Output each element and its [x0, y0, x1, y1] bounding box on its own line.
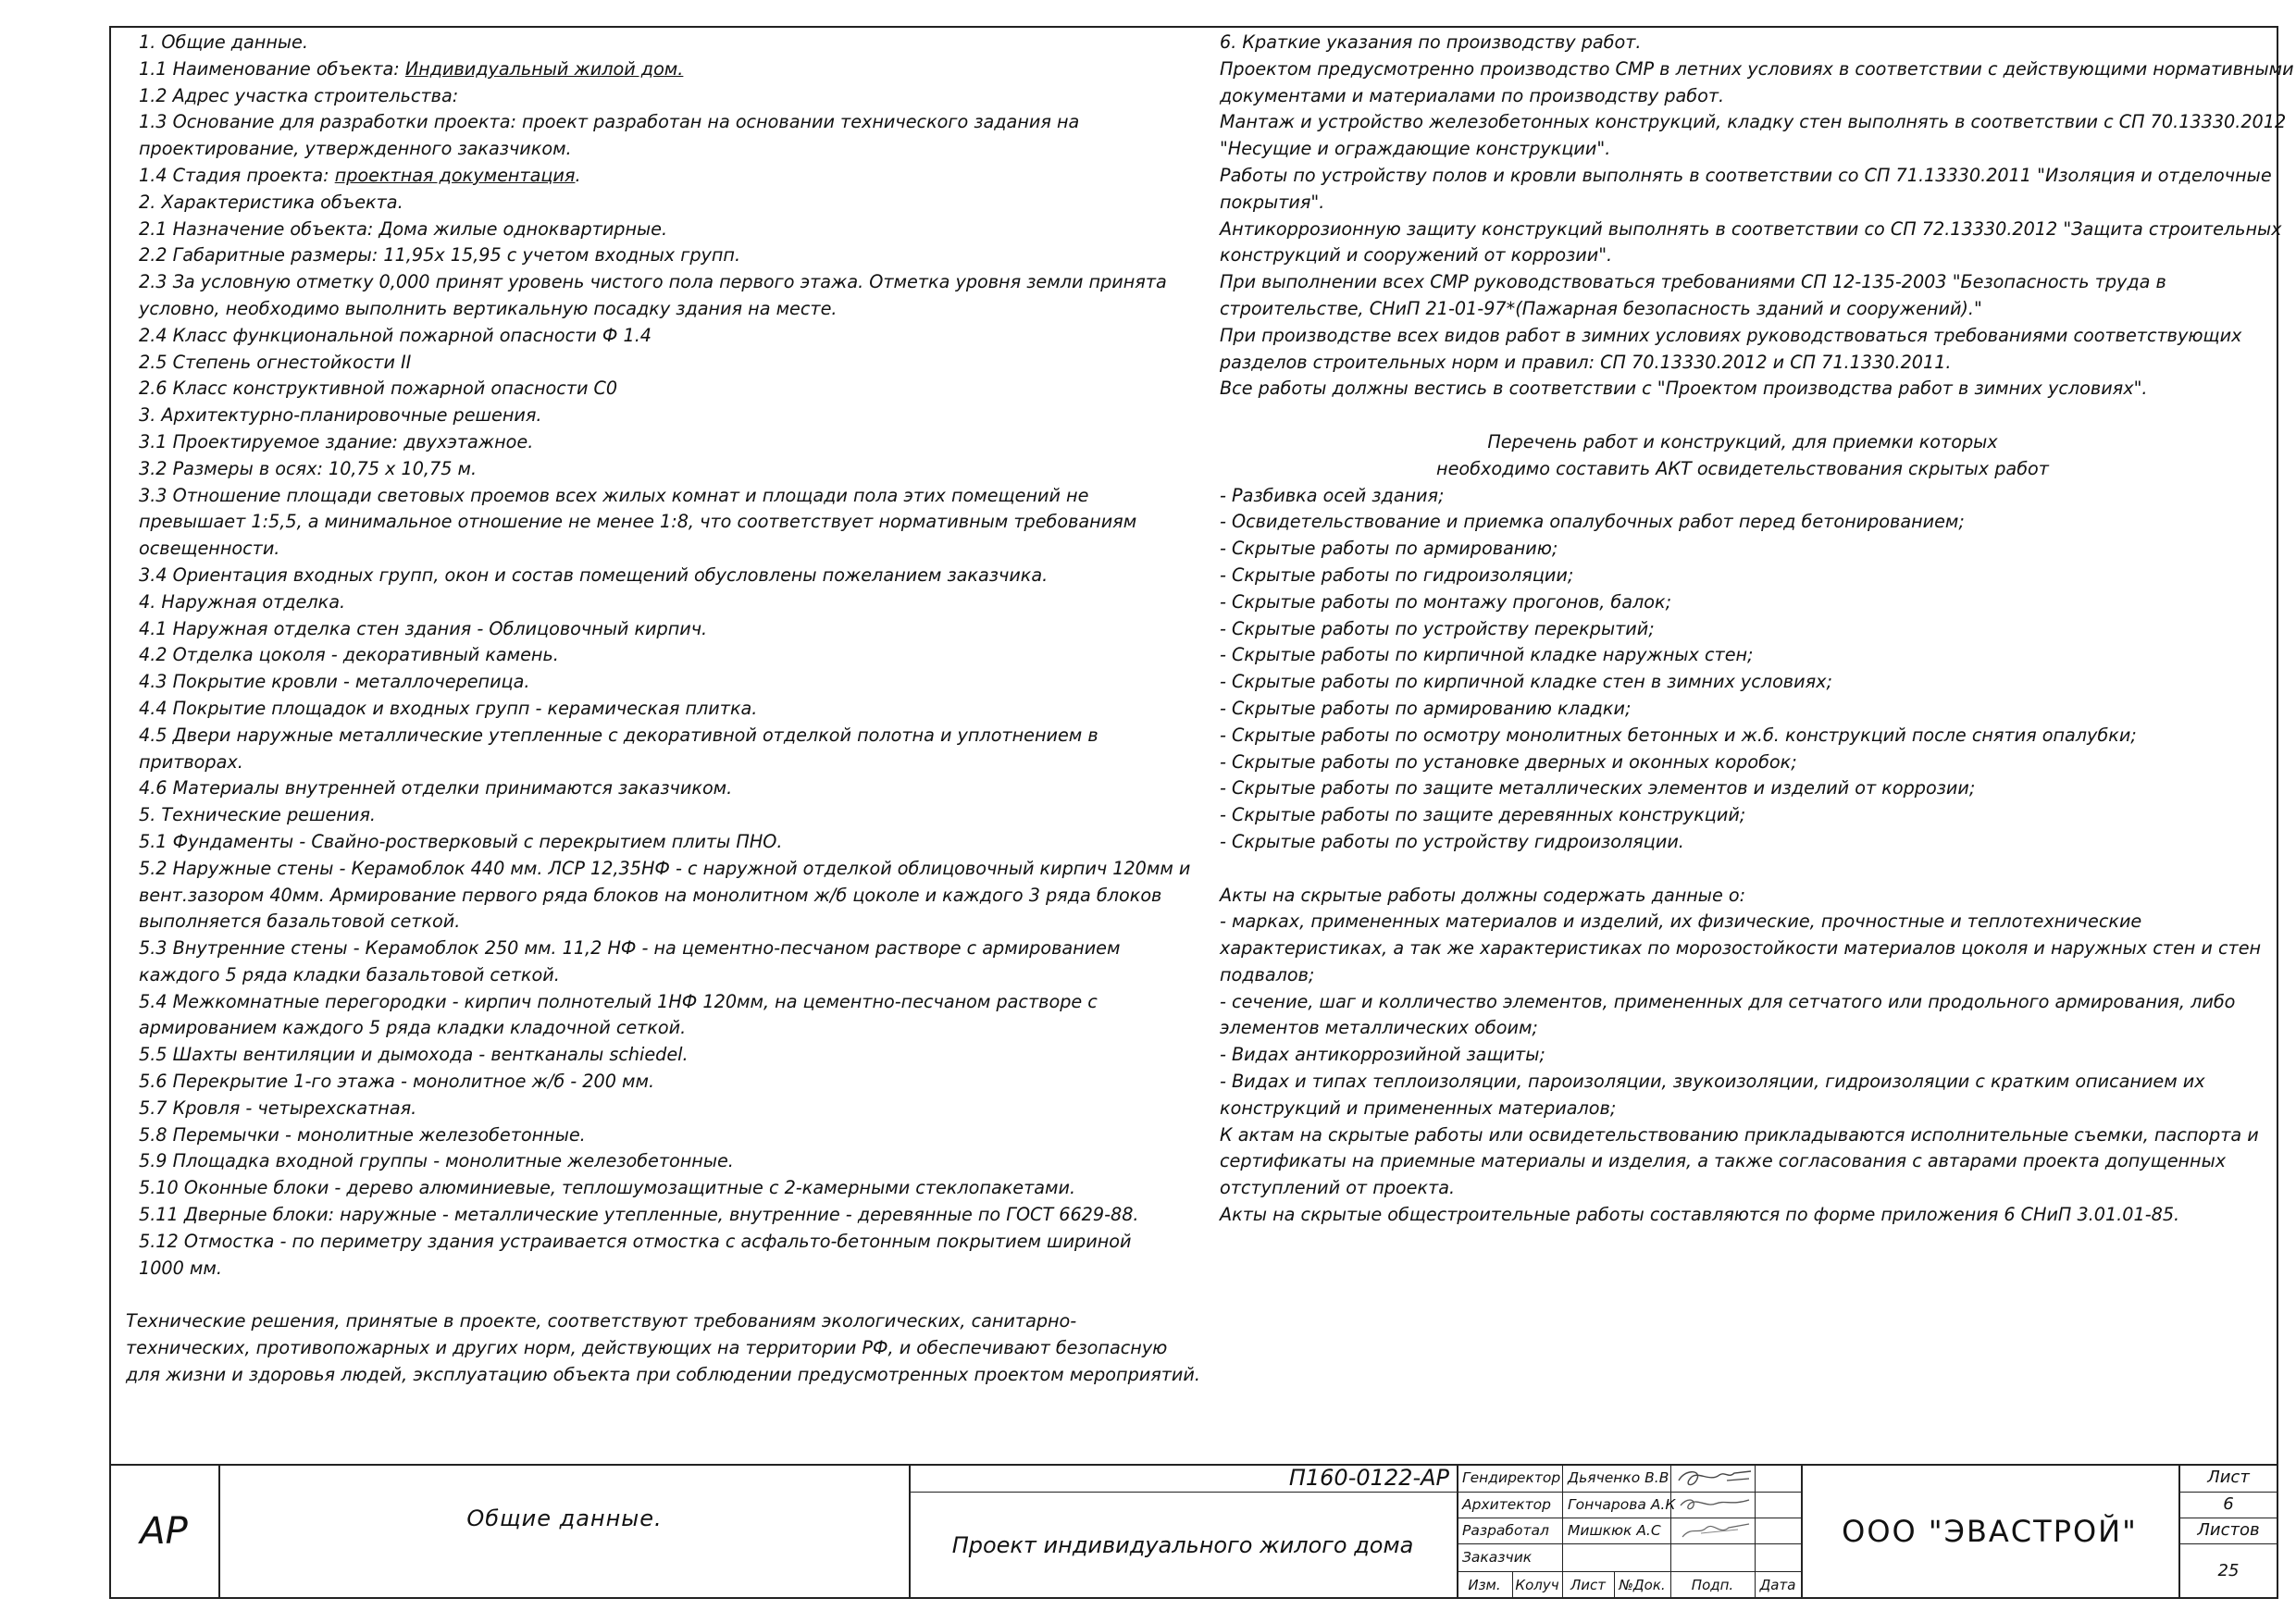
general-data-line: [139, 217, 1185, 243]
instructions-line: [1220, 616, 2265, 643]
text-run: - Видах антикоррозийной защиты;: [1220, 1044, 1545, 1066]
text-run: - Скрытые работы по установке дверных и оконных коробок;: [1220, 750, 1797, 773]
instructions-line: [1220, 536, 2265, 563]
text-run: проектирование, утвержденного заказчиком.: [139, 138, 572, 160]
instructions-line: [1220, 163, 2272, 190]
text-run: выполняется базальтовой сеткой.: [139, 911, 461, 933]
instructions-line: [1220, 669, 2265, 696]
instructions-line: [1220, 1202, 2265, 1229]
general-data-line: [139, 642, 1185, 669]
text-run: К актам на скрытые работы или освидетельствованию прикладываются исполнительные съемки, паспорта и: [1220, 1123, 2259, 1146]
text-run: - сечение, шаг и колличество элементов, примененных для сетчатого или продольного армирования, либо: [1220, 990, 2236, 1012]
instructions-line: [1220, 750, 2265, 776]
general-data-line: [126, 1335, 1185, 1362]
general-data-line: [139, 1202, 1185, 1229]
text-run: - Скрытые работы по устройству перекрытий;: [1220, 617, 1655, 639]
text-run: 5.1 Фундаменты - Свайно-ростверковый с перекрытием плиты ПНО.: [139, 830, 783, 852]
general-data-line: [139, 802, 1185, 829]
instructions-line: [1220, 989, 2265, 1016]
instructions-line: [1220, 509, 2265, 536]
instructions-line: [1220, 589, 2265, 616]
title-block: [109, 1464, 2278, 1599]
text-run: При выполнении всех СМР руководствоваться требованиями СП 12-135-2003 "Безопасность труда в: [1220, 271, 2166, 293]
text-run: Проектом предусмотренно производство СМР в летних условиях в соответствии с действующими нормативными: [1220, 57, 2294, 80]
general-data-column: [126, 30, 1200, 1389]
text-run: подвалов;: [1220, 963, 1315, 985]
general-data-line: [139, 696, 1185, 723]
col-koluch: Колуч: [1515, 1577, 1559, 1593]
general-data-line: [139, 109, 1185, 136]
instructions-line: [1220, 1015, 2265, 1042]
instructions-line: [1220, 242, 2265, 269]
instructions-line: [1220, 456, 2265, 483]
text-run: - Скрытые работы по монтажу прогонов, балок;: [1220, 590, 1672, 613]
text-run: 5.12 Отмостка - по периметру здания устраивается отмостка с асфальто-бетонным покрытием шириной: [139, 1230, 1132, 1252]
text-run: 4. Наружная отделка.: [139, 590, 346, 613]
text-run: - Видах и типах теплоизоляции, пароизоляции, звукоизоляции, гидроизоляции с кратким описанием их: [1220, 1071, 2205, 1093]
instructions-line: [1220, 723, 2265, 750]
instructions-line: [1220, 1122, 2265, 1149]
general-data-line: [139, 1282, 1185, 1308]
instructions-line: [1220, 909, 2265, 935]
instructions-line: [1220, 403, 2265, 429]
text-run: необходимо составить АКТ освидетельствования скрытых работ: [1436, 457, 2049, 479]
instructions-line: [1220, 1069, 2265, 1096]
general-data-line: [139, 1175, 1185, 1202]
text-run: строительстве, СНиП 21-01-97*(Пажарная безопасность зданий и сооружений).": [1220, 297, 1982, 319]
instructions-line: [1220, 802, 2265, 829]
discipline-mark: АР: [140, 1510, 188, 1553]
role-ceo: Гендиректор: [1462, 1469, 1561, 1486]
general-data-line: [139, 723, 1185, 750]
text-run: конструкций и примененных материалов;: [1220, 1096, 1617, 1119]
general-data-line: [139, 1148, 1185, 1175]
general-data-line: [139, 856, 1191, 883]
col-doc: №Док.: [1619, 1577, 1666, 1593]
text-run: - Скрытые работы по гидроизоляции;: [1220, 564, 1574, 586]
sheets-total: 25: [2217, 1561, 2240, 1580]
text-run: - Скрытые работы по кирпичной кладке наружных стен;: [1220, 644, 1754, 666]
text-run: Технические решения, принятые в проекте, соответствуют требованиям экологических, санитарно-: [126, 1310, 1077, 1332]
text-run: Все работы должны вестись в соответствии с "Проектом производства работ в зимних условиях".: [1220, 378, 2148, 400]
company-name: ООО "ЭВАСТРОЙ": [1842, 1514, 2138, 1549]
text-run: 2.3 За условную отметку 0,000 принят уровень чистого пола первого этажа. Отметка уровня земли принята: [139, 271, 1167, 293]
instructions-line: [1220, 136, 2265, 163]
instructions-line: [1220, 350, 2265, 377]
general-data-line: [126, 1308, 1185, 1335]
instructions-line: [1220, 323, 2265, 350]
role-developer: Разработал: [1462, 1522, 1549, 1539]
text-run: .: [575, 164, 581, 186]
general-data-line: [139, 83, 1185, 110]
general-data-line: [139, 775, 1185, 802]
text-run: покрытия".: [1220, 191, 1325, 213]
general-data-line: [139, 242, 1185, 269]
general-data-line: [139, 296, 1185, 323]
text-run: 5.3 Внутренние стены - Керамоблок 250 мм. 11,2 НФ - на цементно-песчаном растворе с армированием: [139, 937, 1121, 960]
instructions-line: [1220, 829, 2265, 856]
general-data-line: [139, 883, 1185, 910]
text-run: отступлений от проекта.: [1220, 1177, 1456, 1199]
instructions-line: [1220, 30, 2265, 56]
general-data-line: [139, 509, 1185, 536]
underlined-value: проектная документация: [334, 164, 576, 186]
signature-architect: [1673, 1493, 1755, 1517]
name-ceo: Дьяченко В.В: [1568, 1469, 1669, 1486]
text-run: 5.5 Шахты вентиляции и дымохода - вентканалы schiedel.: [139, 1044, 689, 1066]
text-run: Работы по устройству полов и кровли выполнять в соответствии со СП 71.13330.2011 "Изоляция и отделочные: [1220, 164, 2272, 186]
text-run: Перечень работ и конструкций, для приемки которых: [1487, 430, 1998, 452]
text-run: 1. Общие данные.: [139, 31, 308, 53]
general-data-line: [139, 669, 1185, 696]
text-run: - Разбивка осей здания;: [1220, 484, 1445, 506]
general-data-line: [139, 750, 1185, 776]
text-run: 2.4 Класс функциональной пожарной опасности Ф 1.4: [139, 324, 652, 346]
col-sign: Подп.: [1691, 1577, 1734, 1593]
text-run: 6. Краткие указания по производству работ.: [1220, 31, 1642, 53]
text-run: 2.6 Класс конструктивной пожарной опасности С0: [139, 378, 618, 400]
text-run: Антикоррозионную защиту конструкций выполнять в соответствии со СП 72.13330.2012 "Защита строительных: [1220, 217, 2282, 240]
general-data-line: [139, 1042, 1185, 1069]
text-run: 3.3 Отношение площади световых проемов всех жилых комнат и площади пола этих помещений не: [139, 484, 1089, 506]
instructions-line: [1220, 1096, 2265, 1122]
text-run: разделов строительных норм и правил: СП 70.13330.2012 и СП 71.1330.2011.: [1220, 351, 1952, 373]
general-data-line: [139, 829, 1185, 856]
instructions-line: [1220, 962, 2265, 989]
text-run: 5.2 Наружные стены - Керамоблок 440 мм. ЛСР 12,35НФ - с наружной отделкой облицовочный кирпич 120мм и: [139, 857, 1191, 879]
document-code: П160-0122-АР: [1288, 1465, 1449, 1491]
general-data-line: [139, 1069, 1185, 1096]
general-data-line: [139, 350, 1185, 377]
general-data-line: [139, 269, 1185, 296]
instructions-line: [1220, 296, 2265, 323]
text-run: притворах.: [139, 750, 243, 773]
general-data-line: [139, 1122, 1185, 1149]
instructions-line: [1220, 429, 2265, 456]
instructions-line: [1220, 1042, 2265, 1069]
text-run: 1.4 Стадия проекта:: [139, 164, 335, 186]
general-data-line: [139, 56, 1185, 83]
text-run: 4.6 Материалы внутренней отделки принимаются заказчиком.: [139, 777, 733, 799]
text-run: - Скрытые работы по устройству гидроизоляции.: [1220, 830, 1684, 852]
general-data-line: [139, 30, 1185, 56]
text-run: Акты на скрытые работы должны содержать данные о:: [1220, 884, 1746, 906]
text-run: - Скрытые работы по осмотру монолитных бетонных и ж.б. конструкций после снятия опалубки;: [1220, 724, 2137, 746]
general-data-line: [139, 163, 1185, 190]
text-run: элементов металлических обоим;: [1220, 1017, 1538, 1039]
general-data-line: [139, 589, 1185, 616]
general-data-line: [139, 1015, 1185, 1042]
text-run: 1.1 Наименование объекта:: [139, 57, 405, 80]
text-run: 5.10 Оконные блоки - дерево алюминиевые, теплошумозащитные с 2-камерными стеклопакетами.: [139, 1177, 1076, 1199]
sheets-label: Листов: [2197, 1520, 2260, 1540]
text-run: технических, противопожарных и других норм, действующих на территории РФ, и обеспечивают безопасную: [126, 1337, 1168, 1359]
text-run: Мантаж и устройство железобетонных конструкций, кладку стен выполнять в соответствии с СП 70.13330.2012: [1220, 111, 2287, 133]
col-list: Лист: [1570, 1577, 1606, 1593]
work-instructions-column: [1220, 30, 2294, 1229]
name-architect: Гончарова А.К: [1568, 1496, 1676, 1513]
text-run: 4.1 Наружная отделка стен здания - Облицовочный кирпич.: [139, 617, 708, 639]
text-run: 3.2 Размеры в осях: 10,75 х 10,75 м.: [139, 457, 478, 479]
text-run: 3.1 Проектируемое здание: двухэтажное.: [139, 430, 534, 452]
general-data-line: [126, 1362, 1200, 1389]
general-data-line: [139, 1229, 1185, 1256]
text-run: 3. Архитектурно-планировочные решения.: [139, 404, 542, 427]
instructions-line: [1220, 642, 2265, 669]
general-data-line: [139, 136, 1185, 163]
text-run: 5. Технические решения.: [139, 804, 376, 826]
text-run: - марках, примененных материалов и изделий, их физические, прочностные и теплотехнические: [1220, 911, 2142, 933]
text-run: 5.9 Площадка входной группы - монолитные железобетонные.: [139, 1150, 734, 1172]
text-run: армированием каждого 5 ряда кладки кладочной сеткой.: [139, 1017, 687, 1039]
text-run: 2. Характеристика объекта.: [139, 191, 403, 213]
general-data-line: [139, 1256, 1185, 1282]
text-run: сертификаты на приемные материалы и изделия, а также согласования с автарами проекта допущенных: [1220, 1150, 2227, 1172]
signature-developer: [1673, 1518, 1755, 1542]
text-run: для жизни и здоровья людей, эксплуатацию объекта при соблюдении предусмотренных проектом мероприятий.: [126, 1363, 1200, 1385]
general-data-line: [139, 190, 1185, 217]
instructions-line: [1220, 217, 2282, 243]
instructions-line: [1220, 56, 2294, 83]
text-run: Акты на скрытые общестроительные работы составляются по форме приложения 6 СНиП 3.01.01-85.: [1220, 1204, 2180, 1226]
signature-ceo: [1673, 1466, 1755, 1490]
general-data-line: [139, 456, 1185, 483]
instructions-line: [1220, 269, 2265, 296]
instructions-line: [1220, 696, 2265, 723]
general-data-line: [139, 616, 1185, 643]
general-data-line: [139, 536, 1185, 563]
role-customer: Заказчик: [1462, 1549, 1533, 1566]
text-run: превышает 1:5,5, а минимальное отношение не менее 1:8, что соответствует нормативным требованиям: [139, 511, 1137, 533]
text-run: вент.зазором 40мм. Армирование первого ряда блоков на монолитном ж/б цоколе и каждого 3 ряда блоков: [139, 884, 1162, 906]
text-run: 4.3 Покрытие кровли - металлочерепица.: [139, 671, 530, 693]
instructions-line: [1220, 83, 2265, 110]
instructions-line: [1220, 1175, 2265, 1202]
instructions-line: [1220, 376, 2265, 403]
general-data-line: [139, 935, 1185, 962]
sheet-label: Лист: [2207, 1468, 2250, 1487]
text-run: - Скрытые работы по армированию;: [1220, 538, 1558, 560]
sheet-title: Общие данные.: [218, 1464, 909, 1599]
sheet-number: 6: [2223, 1494, 2234, 1514]
text-run: 5.6 Перекрытие 1-го этажа - монолитное ж/б - 200 мм.: [139, 1071, 655, 1093]
general-data-line: [139, 962, 1185, 989]
instructions-line: [1220, 883, 2265, 910]
general-data-line: [139, 1096, 1185, 1122]
text-run: условно, необходимо выполнить вертикальную посадку здания на месте.: [139, 297, 838, 319]
text-run: - Скрытые работы по армированию кладки;: [1220, 697, 1632, 719]
text-run: - Освидетельствование и приемка опалубочных работ перед бетонированием;: [1220, 511, 1965, 533]
text-run: 5.4 Межкомнатные перегородки - кирпич полнотелый 1НФ 120мм, на цементно-песчаном растворе с: [139, 990, 1098, 1012]
text-run: 1.2 Адрес участка строительства:: [139, 84, 459, 106]
text-run: 1000 мм.: [139, 1257, 222, 1279]
instructions-line: [1220, 109, 2287, 136]
text-run: - Скрытые работы по кирпичной кладке стен в зимних условиях;: [1220, 671, 1832, 693]
instructions-line: [1220, 775, 2265, 802]
text-run: 5.11 Дверные блоки: наружные - металлические утепленные, внутренние - деревянные по ГОСТ 6629-88.: [139, 1204, 1139, 1226]
general-data-line: [139, 909, 1185, 935]
text-run: 5.7 Кровля - четырехскатная.: [139, 1096, 417, 1119]
text-run: - Скрытые работы по защите деревянных конструкций;: [1220, 804, 1746, 826]
text-run: 4.4 Покрытие площадок и входных групп - керамическая плитка.: [139, 697, 758, 719]
role-architect: Архитектор: [1462, 1496, 1551, 1513]
general-data-line: [139, 563, 1185, 589]
text-run: 5.8 Перемычки - монолитные железобетонные.: [139, 1123, 586, 1146]
instructions-line: [1220, 1148, 2265, 1175]
general-data-line: [139, 403, 1185, 429]
project-name: Проект индивидуального жилого дома: [951, 1532, 1414, 1558]
text-run: 3.4 Ориентация входных групп, окон и состав помещений обусловлены пожеланием заказчика.: [139, 564, 1049, 586]
text-run: 4.5 Двери наружные металлические утепленные с декоративной отделкой полотна и уплотнением в: [139, 724, 1098, 746]
text-run: 2.2 Габаритные размеры: 11,95х 15,95 с учетом входных групп.: [139, 244, 741, 266]
text-run: конструкций и сооружений от коррозии".: [1220, 244, 1613, 266]
text-run: "Несущие и ограждающие конструкции".: [1220, 138, 1611, 160]
col-izm: Изм.: [1468, 1577, 1501, 1593]
general-data-line: [139, 429, 1185, 456]
instructions-line: [1220, 563, 2265, 589]
text-run: При производстве всех видов работ в зимних условиях руководствоваться требованиями соответствующих: [1220, 324, 2242, 346]
general-data-line: [139, 323, 1185, 350]
instructions-line: [1220, 856, 2265, 883]
instructions-line: [1220, 483, 2265, 510]
text-run: 2.5 Степень огнестойкости II: [139, 351, 412, 373]
name-developer: Мишкюк А.С: [1568, 1522, 1661, 1539]
text-run: 4.2 Отделка цоколя - декоративный камень.: [139, 644, 559, 666]
col-date: Дата: [1759, 1577, 1796, 1593]
text-run: - Скрытые работы по защите металлических элементов и изделий от коррозии;: [1220, 777, 1976, 799]
instructions-line: [1220, 935, 2265, 962]
text-run: каждого 5 ряда кладки базальтовой сеткой.: [139, 963, 560, 985]
text-run: характеристиках, а так же характеристиках по морозостойкости материалов цоколя и наружных стен и стен: [1220, 937, 2262, 960]
underlined-value: Индивидуальный жилой дом.: [404, 57, 684, 80]
text-run: 2.1 Назначение объекта: Дома жилые одноквартирные.: [139, 217, 668, 240]
general-data-line: [139, 989, 1185, 1016]
general-data-line: [139, 483, 1185, 510]
instructions-line: [1220, 190, 2265, 217]
text-run: документами и материалами по производству работ.: [1220, 84, 1725, 106]
text-run: освещенности.: [139, 538, 280, 560]
text-run: 1.3 Основание для разработки проекта: проект разработан на основании технического задания на: [139, 111, 1080, 133]
general-data-line: [139, 376, 1185, 403]
